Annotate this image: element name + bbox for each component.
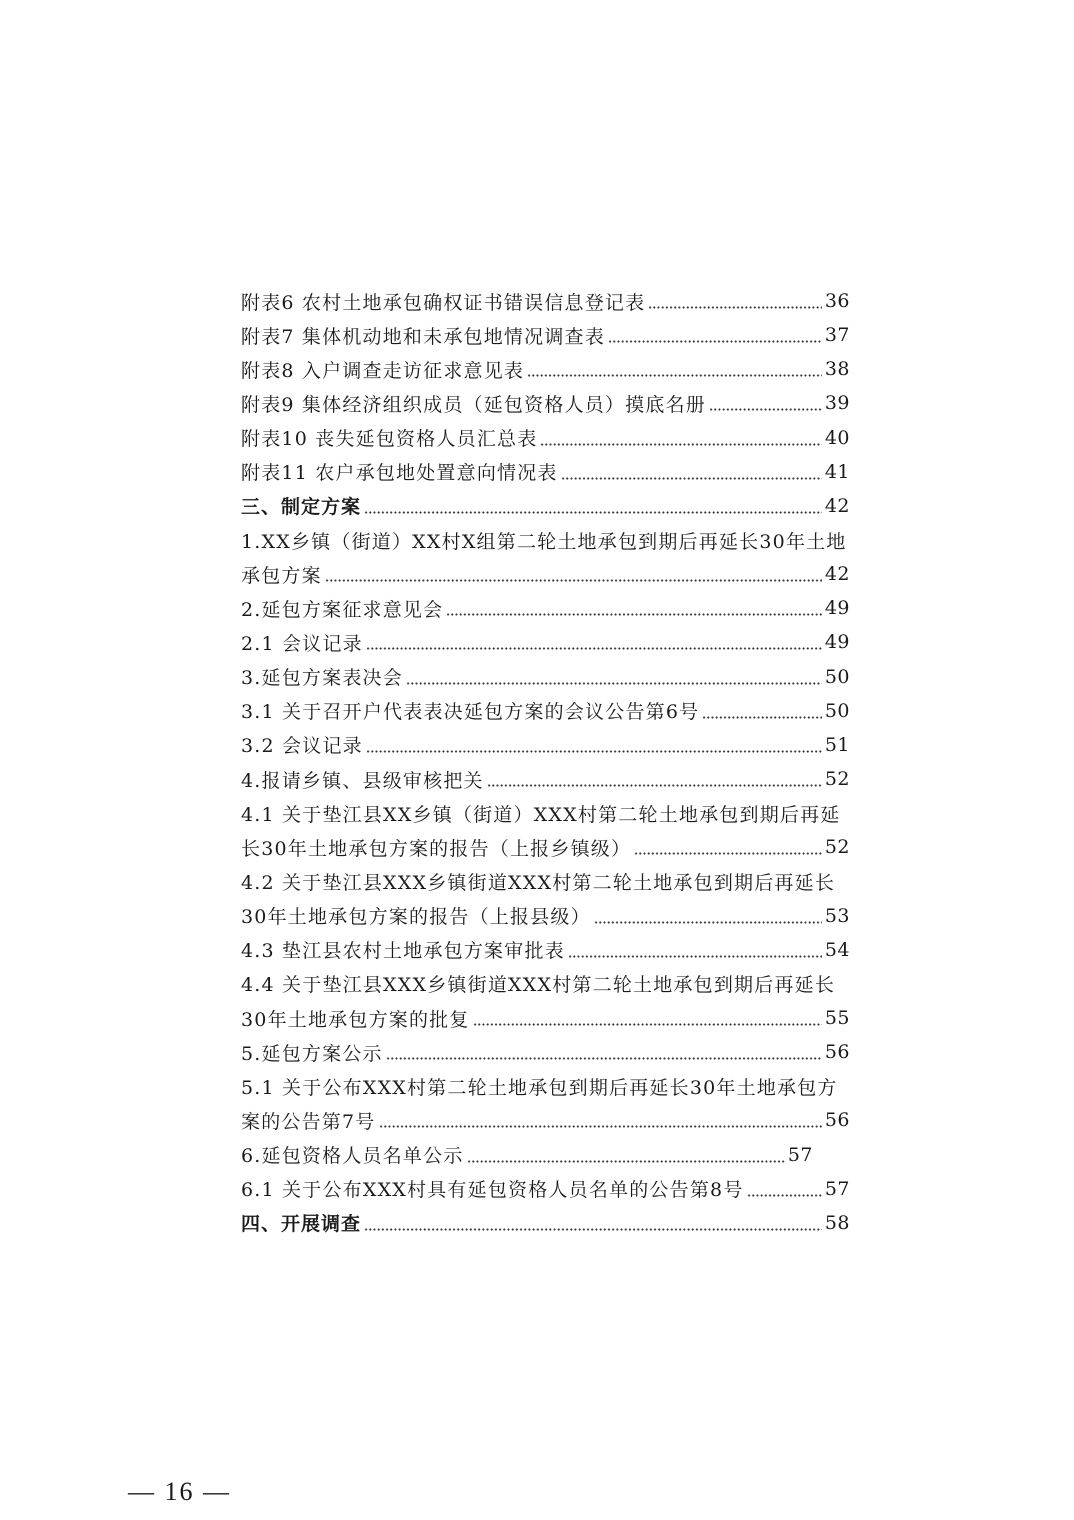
toc-entry xyxy=(241,762,850,796)
toc-entry-title: 30年土地承包方案的报告（上报县级） xyxy=(241,906,591,929)
toc-entry-first-line xyxy=(241,796,850,830)
toc-entry-page: 52 xyxy=(824,768,850,791)
toc-entry xyxy=(241,660,850,694)
toc-entry xyxy=(241,728,850,762)
dot-leader xyxy=(487,770,822,788)
toc-entry xyxy=(241,1103,850,1137)
toc-entry-title: 2.1 会议记录 xyxy=(241,632,363,655)
dot-leader xyxy=(325,565,822,583)
toc-entry-page: 50 xyxy=(824,665,850,688)
toc-entry-title: 4.1 关于垫江县XX乡镇（街道）XXX村第二轮土地承包到期后再延 xyxy=(241,803,841,826)
toc-entry xyxy=(241,1172,850,1206)
toc-entry-title: 4.4 关于垫江县XXX乡镇街道XXX村第二轮土地承包到期后再延长 xyxy=(241,974,836,997)
toc-entry xyxy=(241,318,850,352)
toc-entry xyxy=(241,1138,813,1172)
toc-entry-title: 1.XX乡镇（街道）XX村X组第二轮土地承包到期后再延长30年土地 xyxy=(241,530,847,553)
toc-entry xyxy=(241,352,850,386)
toc-entry-first-line xyxy=(241,967,850,1001)
toc-entry-page: 39 xyxy=(824,392,850,415)
toc-entry-page: 56 xyxy=(824,1041,850,1064)
dot-leader xyxy=(379,1111,822,1129)
dot-leader xyxy=(702,702,821,720)
toc-entry-title: 30年土地承包方案的批复 xyxy=(241,1008,470,1031)
dot-leader xyxy=(446,599,821,617)
toc-entry-page: 42 xyxy=(824,494,850,517)
toc-entry-page: 36 xyxy=(824,290,850,313)
table-of-contents xyxy=(241,284,850,1240)
toc-entry-first-line xyxy=(241,523,850,557)
toc-entry xyxy=(241,591,850,625)
toc-entry-page: 53 xyxy=(824,904,850,927)
toc-entry-page: 50 xyxy=(824,699,850,722)
dot-leader xyxy=(406,668,822,686)
toc-entry xyxy=(241,899,850,933)
dot-leader xyxy=(634,838,822,856)
toc-entry-title: 3.2 会议记录 xyxy=(241,735,363,758)
toc-entry-title: 长30年土地承包方案的报告（上报乡镇级） xyxy=(241,837,632,860)
dot-leader xyxy=(709,394,822,412)
dot-leader xyxy=(594,907,822,925)
toc-entry-title: 附表7 集体机动地和未承包地情况调查表 xyxy=(241,325,605,348)
dot-leader xyxy=(648,292,821,310)
toc-entry-title: 2.延包方案征求意见会 xyxy=(241,598,444,621)
toc-entry-title: 案的公告第7号 xyxy=(241,1110,376,1133)
dot-leader xyxy=(568,941,822,959)
toc-entry-title: 4.报请乡镇、县级审核把关 xyxy=(241,769,484,792)
toc-section-heading xyxy=(241,1206,850,1240)
dot-leader xyxy=(467,1146,785,1164)
toc-entry-title: 6.延包资格人员名单公示 xyxy=(241,1145,464,1168)
toc-entry-page: 40 xyxy=(824,426,850,449)
toc-entry-title: 3.延包方案表决会 xyxy=(241,667,403,690)
toc-entry xyxy=(241,557,850,591)
toc-entry-page: 54 xyxy=(824,938,850,961)
toc-entry-page: 49 xyxy=(824,631,850,654)
toc-entry-page: 57 xyxy=(824,1177,850,1200)
toc-entry-page: 57 xyxy=(787,1143,813,1166)
toc-entry-page: 38 xyxy=(824,358,850,381)
dot-leader xyxy=(366,736,822,754)
toc-entry-first-line xyxy=(241,864,850,898)
toc-entry-title: 4.3 垫江县农村土地承包方案审批表 xyxy=(241,940,565,963)
toc-entry-title: 6.1 关于公布XXX村具有延包资格人员名单的公告第8号 xyxy=(241,1179,744,1202)
toc-entry xyxy=(241,1035,850,1069)
dot-leader xyxy=(364,1214,822,1232)
toc-entry xyxy=(241,284,850,318)
dot-leader xyxy=(527,360,822,378)
dot-leader xyxy=(386,1043,822,1061)
toc-section-heading xyxy=(241,489,850,523)
toc-entry-title: 3.1 关于召开户代表表决延包方案的会议公告第6号 xyxy=(241,701,700,724)
toc-entry xyxy=(241,625,850,659)
toc-entry xyxy=(241,455,850,489)
toc-entry-page: 55 xyxy=(824,1007,850,1030)
toc-entry-page: 49 xyxy=(824,597,850,620)
toc-entry-page: 42 xyxy=(824,563,850,586)
toc-entry xyxy=(241,386,850,420)
dot-leader xyxy=(473,1009,822,1027)
dot-leader xyxy=(747,1180,822,1198)
toc-entry-title: 承包方案 xyxy=(241,564,322,587)
toc-entry xyxy=(241,1001,850,1035)
toc-entry xyxy=(241,933,850,967)
toc-entry-title: 附表11 农户承包地处置意向情况表 xyxy=(241,462,558,485)
page-number: — 16 — xyxy=(128,1477,231,1506)
toc-entry-first-line xyxy=(241,1069,850,1103)
toc-entry-page: 37 xyxy=(824,324,850,347)
dot-leader xyxy=(561,463,822,481)
toc-entry-title: 四、开展调查 xyxy=(241,1213,362,1236)
toc-entry-page: 56 xyxy=(824,1109,850,1132)
toc-entry-title: 附表6 农村土地承包确权证书错误信息登记表 xyxy=(241,291,646,314)
dot-leader xyxy=(364,497,822,515)
dot-leader xyxy=(366,633,822,651)
toc-entry-title: 4.2 关于垫江县XXX乡镇街道XXX村第二轮土地承包到期后再延长 xyxy=(241,871,836,894)
toc-entry-page: 58 xyxy=(824,1211,850,1234)
toc-entry-page: 41 xyxy=(824,460,850,483)
dot-leader xyxy=(608,326,822,344)
toc-entry xyxy=(241,830,850,864)
toc-entry-title: 5.1 关于公布XXX村第二轮土地承包到期后再延长30年土地承包方 xyxy=(241,1076,838,1099)
toc-entry-title: 附表9 集体经济组织成员（延包资格人员）摸底名册 xyxy=(241,393,706,416)
toc-entry-title: 附表10 丧失延包资格人员汇总表 xyxy=(241,428,538,451)
toc-entry-title: 三、制定方案 xyxy=(241,496,362,519)
toc-entry-page: 51 xyxy=(824,733,850,756)
toc-entry xyxy=(241,694,850,728)
toc-entry-title: 5.延包方案公示 xyxy=(241,1042,383,1065)
toc-entry-title: 附表8 入户调查走访征求意见表 xyxy=(241,359,525,382)
toc-entry-page: 52 xyxy=(824,836,850,859)
toc-entry xyxy=(241,421,850,455)
dot-leader xyxy=(540,429,821,447)
